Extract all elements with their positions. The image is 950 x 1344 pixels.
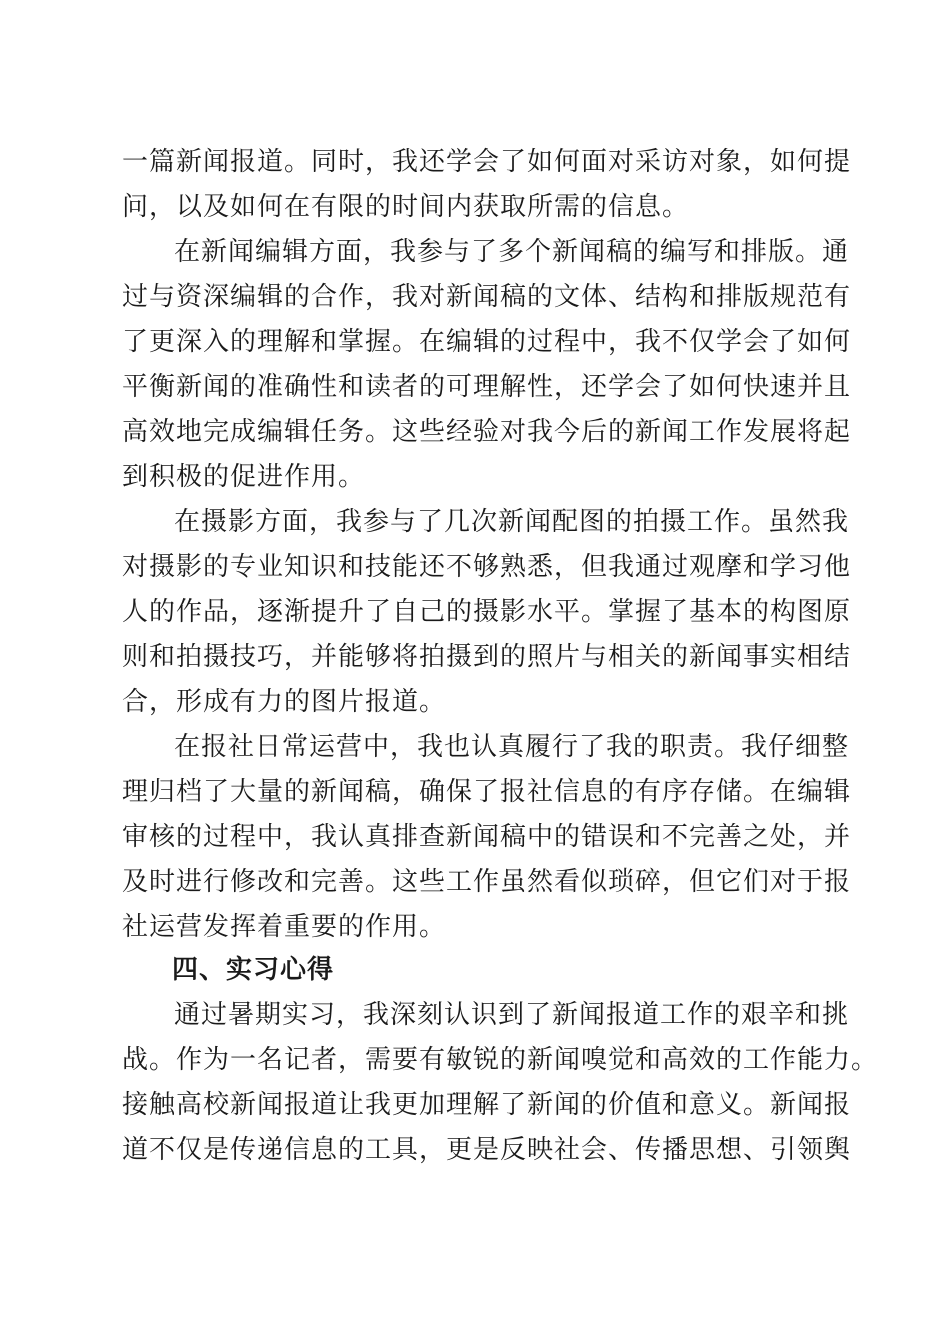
text-line: 高效地完成编辑任务。这些经验对我今后的新闻工作发展将起 xyxy=(122,417,852,447)
section-heading: 四、实习心得 xyxy=(172,955,335,985)
text-line: 一篇新闻报道。同时，我还学会了如何面对采访对象，如何提 xyxy=(122,147,852,177)
text-line: 合，形成有力的图片报道。 xyxy=(122,687,447,717)
text-line: 到积极的促进作用。 xyxy=(122,462,366,492)
text-line: 问，以及如何在有限的时间内获取所需的信息。 xyxy=(122,192,690,222)
paragraph-first-line: 通过暑期实习，我深刻认识到了新闻报道工作的艰辛和挑 xyxy=(174,1000,850,1030)
text-line: 过与资深编辑的合作，我对新闻稿的文体、结构和排版规范有 xyxy=(122,282,852,312)
paragraph-first-line: 在摄影方面，我参与了几次新闻配图的拍摄工作。虽然我 xyxy=(174,507,850,537)
text-line: 平衡新闻的准确性和读者的可理解性，还学会了如何快速并且 xyxy=(122,372,852,402)
text-line: 战。作为一名记者，需要有敏锐的新闻嗅觉和高效的工作能力。 xyxy=(122,1045,879,1075)
text-line: 审核的过程中，我认真排查新闻稿中的错误和不完善之处，并 xyxy=(122,822,852,852)
text-line: 理归档了大量的新闻稿，确保了报社信息的有序存储。在编辑 xyxy=(122,777,852,807)
text-line: 人的作品，逐渐提升了自己的摄影水平。掌握了基本的构图原 xyxy=(122,597,852,627)
paragraph-first-line: 在新闻编辑方面，我参与了多个新闻稿的编写和排版。通 xyxy=(174,237,850,267)
paragraph-first-line: 在报社日常运营中，我也认真履行了我的职责。我仔细整 xyxy=(174,732,850,762)
text-line: 道不仅是传递信息的工具，更是反映社会、传播思想、引领舆 xyxy=(122,1135,852,1165)
text-line: 则和拍摄技巧，并能够将拍摄到的照片与相关的新闻事实相结 xyxy=(122,642,852,672)
text-line: 社运营发挥着重要的作用。 xyxy=(122,912,447,942)
text-line: 及时进行修改和完善。这些工作虽然看似琐碎，但它们对于报 xyxy=(122,867,852,897)
text-line: 对摄影的专业知识和技能还不够熟悉，但我通过观摩和学习他 xyxy=(122,552,852,582)
text-line: 了更深入的理解和掌握。在编辑的过程中，我不仅学会了如何 xyxy=(122,327,852,357)
text-line: 接触高校新闻报道让我更加理解了新闻的价值和意义。新闻报 xyxy=(122,1090,852,1120)
